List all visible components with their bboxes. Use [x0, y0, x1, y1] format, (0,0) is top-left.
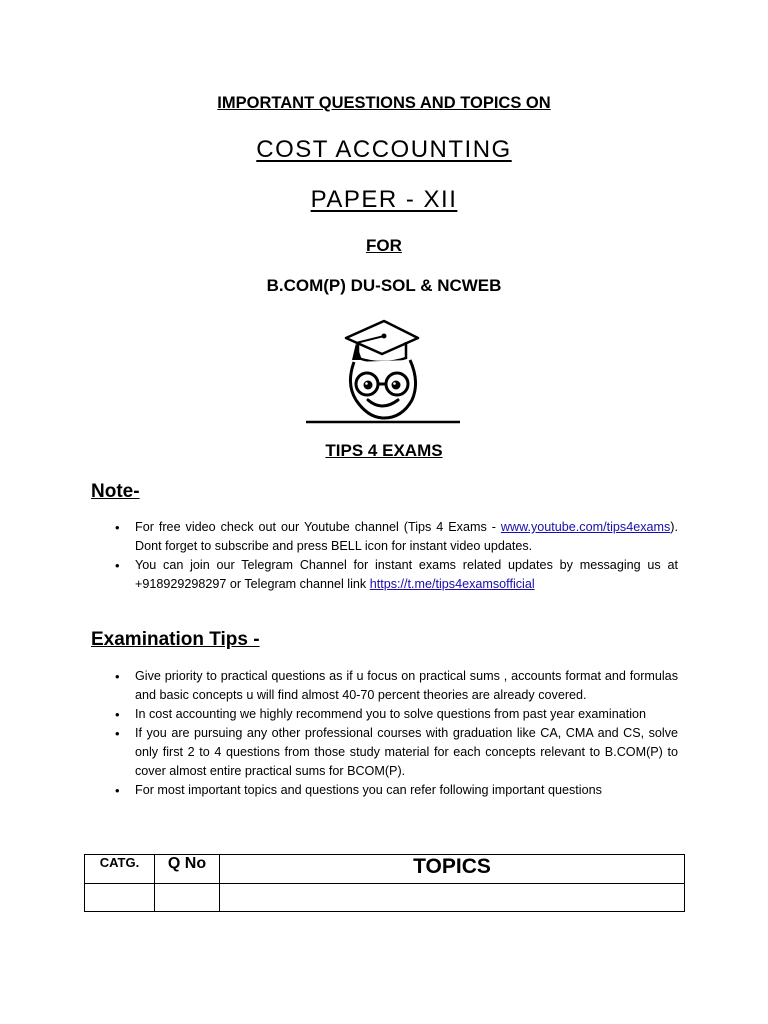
exam-tips-list: [135, 667, 678, 800]
catg-header: CATG.: [85, 855, 155, 884]
note-heading: Note-: [91, 481, 140, 502]
exam-tip-item: • In cost accounting we highly recommend you to solve questions from past year examination: [135, 705, 678, 724]
table-row: [85, 884, 685, 912]
for-label: FOR: [366, 236, 402, 255]
note-list: [135, 518, 678, 594]
qno-header: Q No: [155, 855, 220, 884]
topics-table: [84, 854, 685, 912]
youtube-link[interactable]: www.youtube.com/tips4exams: [500, 520, 671, 534]
exam-tip-item: • For most important topics and questions you can refer following important questions: [135, 781, 678, 800]
course-title: B.COM(P) DU-SOL & NCWEB: [266, 276, 502, 295]
note-item: • For free video check out our Youtube channel (Tips 4 Exams - www.youtube.com/tips4exams). Dont forget to subscribe and press BELL icon for instant video updates.: [135, 518, 678, 556]
paper-number: PAPER - XII: [310, 186, 458, 213]
exam-tip-item: • If you are pursuing any other professional courses with graduation like CA, CMA and CS, solve only first 2 to 4 questions from those study material for each concepts relevant to B.COM(P) to cover almost entire practical sums for BCOM(P).: [135, 724, 678, 781]
telegram-link[interactable]: https://t.me/tips4examsofficial: [369, 577, 535, 591]
topics-cell: [220, 884, 685, 912]
table-header-row: [85, 855, 685, 884]
topics-header: TOPICS: [220, 855, 685, 884]
subject-title: COST ACCOUNTING: [256, 136, 512, 163]
exam-tips-heading: Examination Tips -: [91, 629, 260, 650]
exam-tip-item: • Give priority to practical questions as if u focus on practical sums , accounts format and formulas and basic concepts u will find almost 40-70 percent theories are already covered.: [135, 667, 678, 705]
note-item: • You can join our Telegram Channel for instant exams related updates by messaging us at +918929298297 or Telegram channel link https://t.me/tips4examsofficial: [135, 556, 678, 594]
qno-cell: [155, 884, 220, 912]
catg-cell: [85, 884, 155, 912]
graduate-mascot-icon: [306, 318, 460, 424]
brand-title: TIPS 4 EXAMS: [325, 441, 443, 460]
doc-heading: IMPORTANT QUESTIONS AND TOPICS ON: [217, 94, 551, 112]
